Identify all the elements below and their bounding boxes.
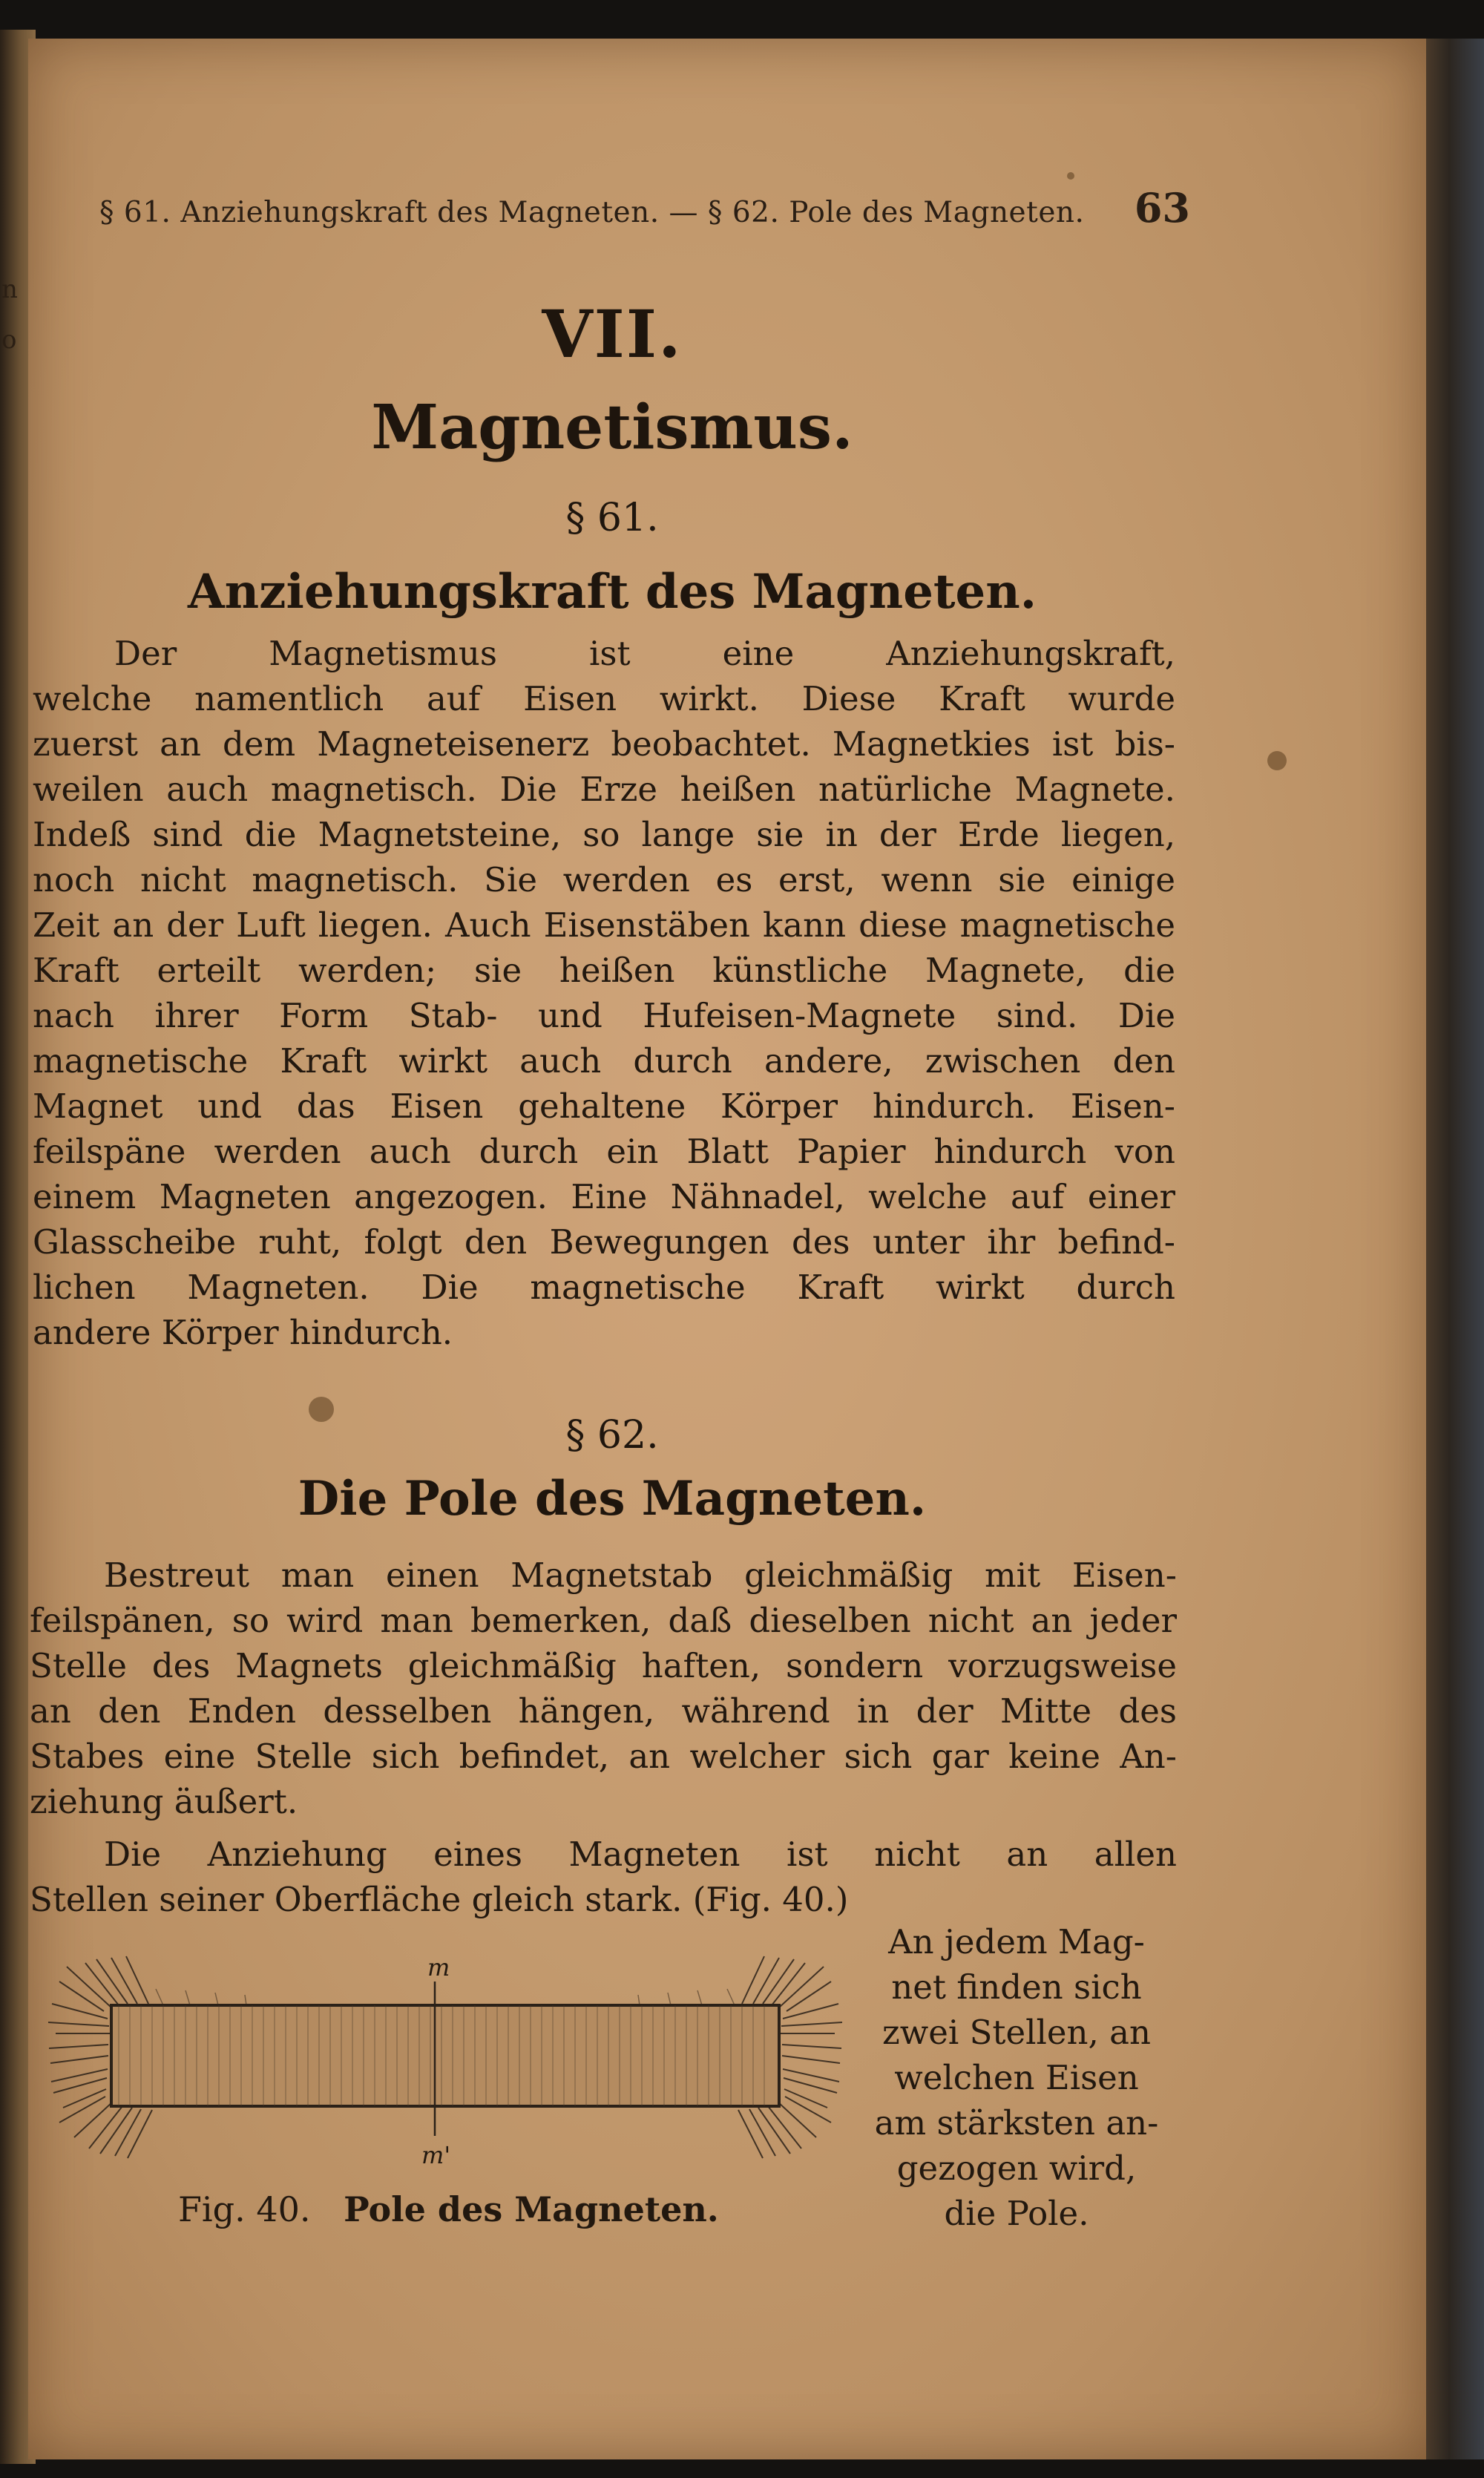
text-line: Zeit an der Luft liegen. Auch Eisenstäben kann diese magnetische bbox=[33, 905, 1175, 945]
chapter-title: Magnetismus. bbox=[371, 392, 853, 463]
label-m-bottom: m' bbox=[421, 2141, 451, 2169]
text-line: gezogen wird, bbox=[896, 2148, 1137, 2188]
text-line: andere Körper hindurch. bbox=[33, 1313, 453, 1352]
running-title: § 61. Anziehungskraft des Magneten. — § 62. Pole des Magneten. bbox=[99, 196, 1085, 229]
figure-caption bbox=[178, 2189, 719, 2229]
text-line: welchen Eisen bbox=[894, 2058, 1139, 2097]
text-line: Magnet und das Eisen gehaltene Körper hindurch. Eisen- bbox=[33, 1086, 1175, 1126]
section-61-paragraph bbox=[33, 631, 1175, 1355]
text-line: Stelle des Magnets gleichmäßig haften, sondern vorzugsweise bbox=[30, 1646, 1177, 1685]
text-line: die Pole. bbox=[944, 2194, 1089, 2233]
text-line: lichen Magneten. Die magnetische Kraft wirkt durch bbox=[33, 1268, 1175, 1307]
section-62-heading: Die Pole des Magneten. bbox=[298, 1471, 927, 1527]
label-m-top: m bbox=[427, 1953, 450, 1982]
text-line: Stellen seiner Oberfläche gleich stark. (Fig. 40.) bbox=[30, 1880, 849, 1919]
chapter-number: VII. bbox=[542, 295, 683, 373]
text-line: Die Anziehung eines Magneten ist nicht an allen bbox=[104, 1835, 1177, 1874]
section-62-number: § 62. bbox=[565, 1413, 659, 1458]
text-line: welche namentlich auf Eisen wirkt. Diese Kraft wurde bbox=[33, 679, 1175, 718]
text-line: Bestreut man einen Magnetstab gleichmäßig mit Eisen- bbox=[104, 1556, 1177, 1595]
paper-stain bbox=[1267, 751, 1287, 770]
text-line: an den Enden desselben hängen, während in der Mitte des bbox=[30, 1691, 1177, 1731]
text-line: Glasscheibe ruht, folgt den Bewegungen des unter ihr befind- bbox=[33, 1222, 1175, 1262]
text-line: einem Magneten angezogen. Eine Nähnadel, welche auf einer bbox=[33, 1177, 1175, 1216]
right-page-edge bbox=[1426, 39, 1484, 2459]
text-line: zwei Stellen, an bbox=[882, 2013, 1151, 2052]
section-61-heading: Anziehungskraft des Magneten. bbox=[187, 564, 1037, 620]
bar-magnet-figure bbox=[45, 1937, 846, 2182]
running-header bbox=[99, 184, 1190, 232]
text-line: zuerst an dem Magneteisenerz beobachtet. Magnetkies ist bis- bbox=[33, 724, 1175, 764]
figure-side-text bbox=[868, 1919, 1165, 2236]
previous-page-fragment: o bbox=[1, 325, 17, 355]
section-62-paragraph-1 bbox=[30, 1553, 1177, 1824]
text-line: am stärksten an- bbox=[874, 2103, 1159, 2143]
text-line: Der Magnetismus ist eine Anziehungskraft, bbox=[114, 634, 1175, 673]
text-line: Stabes eine Stelle sich befindet, an welcher sich gar keine An- bbox=[30, 1737, 1177, 1776]
text-line: feilspänen, so wird man bemerken, daß dieselben nicht an jeder bbox=[30, 1601, 1177, 1640]
text-line: Indeß sind die Magnetsteine, so lange sie in der Erde liegen, bbox=[33, 815, 1175, 854]
text-line: noch nicht magnetisch. Sie werden es erst, wenn sie einige bbox=[33, 860, 1175, 899]
previous-page-fragment: n bbox=[1, 275, 18, 304]
text-line: An jedem Mag- bbox=[888, 1922, 1145, 1961]
paper-stain bbox=[1067, 172, 1074, 180]
text-line: feilspäne werden auch durch ein Blatt Papier hindurch von bbox=[33, 1132, 1175, 1171]
iron-filings-top bbox=[156, 1989, 735, 2005]
text-line: magnetische Kraft wirkt auch durch andere, zwischen den bbox=[33, 1041, 1175, 1081]
text-line: net finden sich bbox=[891, 1967, 1142, 2007]
figure-caption-number: Fig. 40. bbox=[178, 2189, 311, 2229]
text-line: Kraft erteilt werden; sie heißen künstliche Magnete, die bbox=[33, 951, 1175, 990]
figure-caption-title: Pole des Magneten. bbox=[344, 2189, 719, 2229]
text-line: nach ihrer Form Stab- und Hufeisen-Magnete sind. Die bbox=[33, 996, 1175, 1035]
bar-magnet bbox=[111, 2005, 779, 2106]
section-62-paragraph-2 bbox=[30, 1832, 1177, 1922]
text-line: ziehung äußert. bbox=[30, 1782, 298, 1821]
section-61-number: § 61. bbox=[565, 496, 659, 540]
text-line: weilen auch magnetisch. Die Erze heißen natürliche Magnete. bbox=[33, 770, 1175, 809]
page-number: 63 bbox=[1134, 184, 1190, 232]
